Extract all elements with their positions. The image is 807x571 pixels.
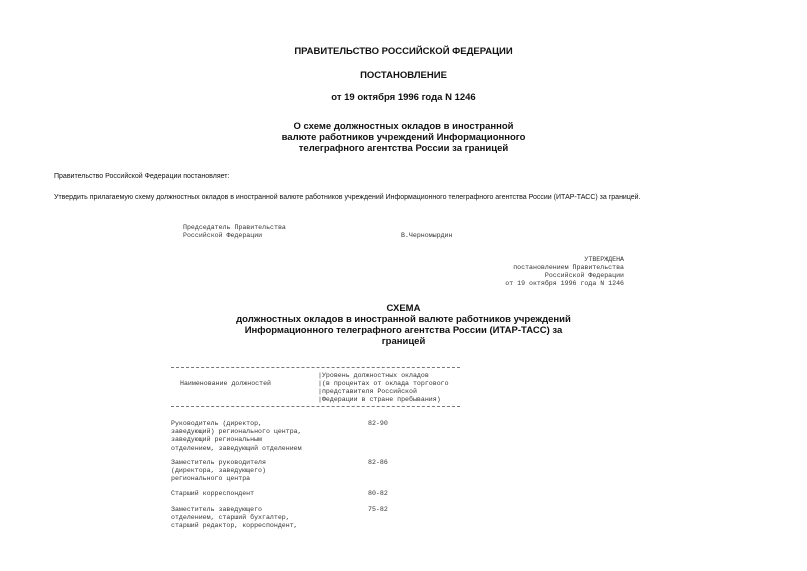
table-cell-position: Руководитель (директор, заведующий) регионального центра, заведующий региональным отделением, заведующий отделением <box>171 420 302 452</box>
table-cell-position: Заместитель руководителя (директора, заведующего) регионального центра <box>171 459 266 483</box>
table-col-header-level-2: |(в процентах от оклада торгового <box>318 380 449 387</box>
signature-position-line-1: Председатель Правительства <box>183 224 286 231</box>
schema-title: СХЕМА <box>386 303 421 314</box>
table-col-header-level-3: |представителя Российской <box>318 388 417 395</box>
document-title-line-1: О схеме должностных окладов в иностранной <box>293 121 514 132</box>
table-cell-level: 82-90 <box>368 420 388 427</box>
table-top-rule <box>171 367 460 368</box>
table-col-header-position: Наименование должностей <box>180 380 272 387</box>
table-header-rule <box>171 406 460 407</box>
table-col-header-level-4: |Федерации в стране пребывания) <box>318 396 441 403</box>
schema-subtitle-line-3: границей <box>381 336 426 347</box>
decree-text: Утвердить прилагаемую схему должностных окладов в иностранной валюте работников учреждений Информационного телеграфного агентства России (ИТАР-ТАСС) за границей. <box>54 194 641 201</box>
signature-name: В.Черномырдин <box>401 232 453 239</box>
schema-subtitle-line-1: должностных окладов в иностранной валюте работников учреждений <box>236 314 571 325</box>
approval-line-2: постановлением Правительства <box>513 264 624 271</box>
table-cell-level: 80-82 <box>368 490 388 497</box>
document-title-line-2: валюте работников учреждений Информационного <box>281 132 526 143</box>
table-cell-level: 82-86 <box>368 459 388 466</box>
approval-line-1: УТВЕРЖДЕНА <box>584 256 624 263</box>
government-name: ПРАВИТЕЛЬСТВО РОССИЙСКОЙ ФЕДЕРАЦИИ <box>294 46 513 57</box>
table-cell-position: Заместитель заведующего отделением, старший бухгалтер, старший редактор, корреспондент, <box>171 506 298 530</box>
document-type: ПОСТАНОВЛЕНИЕ <box>360 70 447 81</box>
document-title-line-3: телеграфного агентства России за границей <box>298 143 509 154</box>
table-col-header-level-1: |Уровень должностных окладов <box>318 372 429 379</box>
document-date-number: от 19 октября 1996 года N 1246 <box>331 92 476 103</box>
schema-subtitle-line-2: Информационного телеграфного агентства России (ИТАР-ТАСС) за <box>244 325 563 336</box>
signature-position-line-2: Российской Федерации <box>183 232 263 239</box>
table-cell-level: 75-82 <box>368 506 388 513</box>
decree-intro: Правительство Российской Федерации постановляет: <box>54 173 230 180</box>
approval-line-4: от 19 октября 1996 года N 1246 <box>505 280 624 287</box>
table-cell-position: Старший корреспондент <box>171 490 255 497</box>
approval-line-3: Российской Федерации <box>544 272 624 279</box>
